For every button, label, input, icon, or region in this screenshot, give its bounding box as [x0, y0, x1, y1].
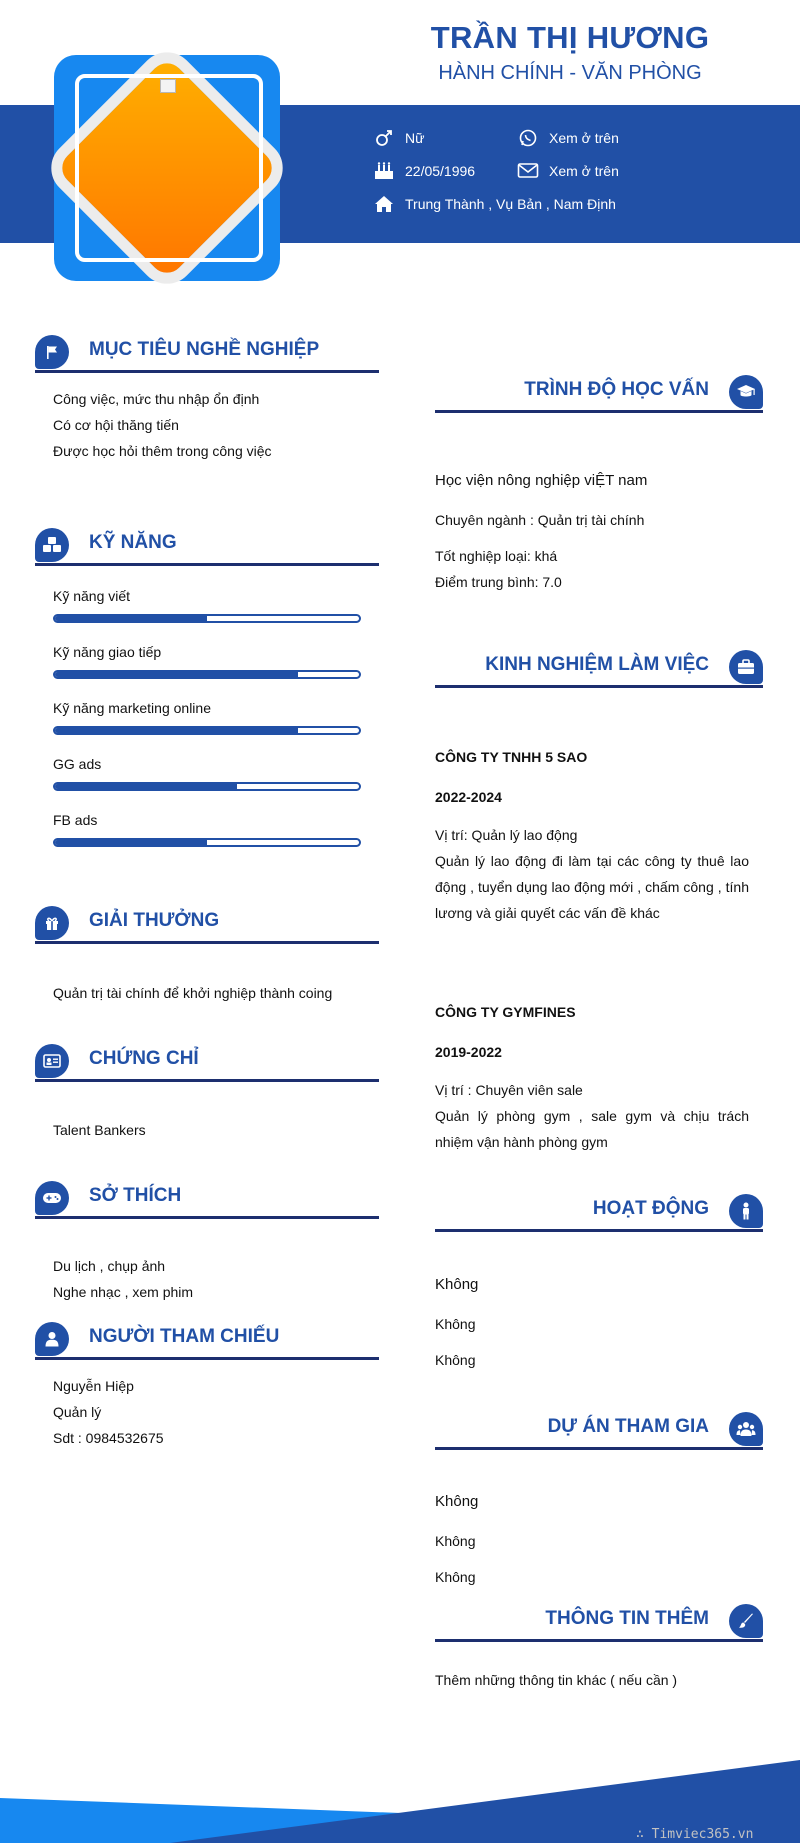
candidate-position: HÀNH CHÍNH - VĂN PHÒNG: [438, 62, 702, 84]
reference-line: Quản lý: [53, 1404, 102, 1420]
contact-gender: [373, 128, 424, 148]
skill-fill: [55, 616, 207, 621]
candidate-name: TRẦN THỊ HƯƠNG: [430, 20, 710, 55]
id-card-icon: [35, 1044, 69, 1078]
award-line: Quản trị tài chính để khởi nghiệp thành coing: [53, 985, 333, 1001]
birthday-value: 22/05/1996: [405, 163, 476, 179]
section-rule: [35, 370, 379, 373]
section-rule: [35, 1357, 379, 1360]
section-awards: [35, 904, 379, 944]
skill-fill: [55, 784, 237, 789]
project-line: Không: [435, 1569, 476, 1585]
job-period: 2022-2024: [435, 789, 502, 805]
skill-name: Kỹ năng giao tiếp: [53, 644, 162, 660]
section-title: GIẢI THƯỞNG: [89, 910, 220, 931]
skill-fill: [55, 728, 298, 733]
reference-line: Nguyễn Hiệp: [53, 1378, 134, 1394]
whatsapp-icon: [517, 128, 539, 148]
section-title: DỰ ÁN THAM GIA: [547, 1416, 709, 1437]
skill-name: GG ads: [53, 756, 102, 772]
contact-address: [373, 194, 616, 214]
contact-email: [517, 161, 619, 181]
section-skills: [35, 526, 379, 566]
education-major: Chuyên ngành : Quản trị tài chính: [435, 512, 645, 528]
job-description: Quản lý lao động đi làm tại các công ty thuê lao động , tuyển dụng lao động mới , chấm công , tính lương và giải quyết các vấn đề khác: [435, 853, 749, 921]
section-rule: [35, 941, 379, 944]
job-role: Vị trí : Chuyên viên sale: [435, 1082, 583, 1098]
skill-bar: [53, 782, 361, 791]
section-rule: [435, 410, 763, 413]
hobby-line: Du lịch , chụp ảnh: [53, 1258, 166, 1274]
section-hobbies: [35, 1179, 379, 1219]
job-description: Quản lý phòng gym , sale gym và chịu trách nhiệm vận hành phòng gym: [435, 1108, 749, 1150]
activity-line: Không: [435, 1352, 476, 1368]
section-title: KỸ NĂNG: [89, 532, 177, 553]
contact-phone: [517, 128, 619, 148]
section-references: [35, 1320, 379, 1360]
contact-birthday: [373, 161, 475, 181]
section-rule: [35, 1079, 379, 1082]
section-certificates: [35, 1042, 379, 1082]
section-rule: [435, 1639, 763, 1642]
skill-bar: [53, 726, 361, 735]
section-rule: [435, 1447, 763, 1450]
users-icon: [729, 1412, 763, 1446]
flag-icon: [35, 335, 69, 369]
gift-icon: [35, 906, 69, 940]
section-title: THÔNG TIN THÊM: [545, 1608, 709, 1629]
briefcase-icon: [729, 650, 763, 684]
section-title: NGƯỜI THAM CHIẾU: [89, 1326, 280, 1347]
home-icon: [373, 194, 395, 214]
user-icon: [35, 1322, 69, 1356]
watermark-text: Timviec365.vn: [651, 1827, 754, 1842]
skill-bar: [53, 838, 361, 847]
watermark: ∴ Timviec365.vn: [636, 1827, 754, 1842]
section-additional-info: [435, 1602, 763, 1642]
graduation-cap-icon: [729, 375, 763, 409]
reference-line: Sdt : 0984532675: [53, 1430, 164, 1446]
section-rule: [435, 685, 763, 688]
certificate-line: Talent Bankers: [53, 1122, 146, 1138]
section-title: KINH NGHIỆM LÀM VIỆC: [485, 654, 709, 675]
gender-value: Nữ: [405, 130, 425, 146]
skill-name: Kỹ năng viết: [53, 588, 131, 604]
job-company: CÔNG TY GYMFINES: [435, 1004, 576, 1020]
broken-image-icon: [160, 79, 176, 93]
career-goal-line: Được học hỏi thêm trong công việc: [53, 443, 272, 459]
education-school: Học viện nông nghiệp viỆT nam: [435, 472, 648, 489]
section-projects: [435, 1410, 763, 1450]
skill-fill: [55, 840, 207, 845]
education-grade: Tốt nghiệp loại: khá: [435, 548, 558, 564]
career-goal-line: Có cơ hội thăng tiến: [53, 417, 179, 433]
skill-fill: [55, 672, 298, 677]
section-rule: [435, 1229, 763, 1232]
section-title: HOẠT ĐỘNG: [592, 1198, 709, 1219]
education-gpa: Điểm trung bình: 7.0: [435, 574, 562, 590]
section-title: SỞ THÍCH: [89, 1185, 182, 1206]
email-value: Xem ở trên: [549, 163, 619, 179]
activity-line: Không: [435, 1316, 476, 1332]
birthday-cake-icon: [373, 161, 395, 181]
project-line: Không: [435, 1493, 479, 1510]
additional-line: Thêm những thông tin khác ( nếu cần ): [435, 1672, 678, 1688]
section-rule: [35, 563, 379, 566]
address-value: Trung Thành , Vụ Bản , Nam Định: [405, 196, 616, 212]
career-goal-line: Công việc, mức thu nhập ổn định: [53, 391, 260, 407]
paintbrush-icon: [729, 1604, 763, 1638]
job-company: CÔNG TY TNHH 5 SAO: [435, 749, 588, 765]
section-title: CHỨNG CHỈ: [89, 1048, 199, 1069]
section-experience: [435, 648, 763, 688]
gender-icon: [373, 128, 395, 148]
skill-bar: [53, 670, 361, 679]
activity-line: Không: [435, 1276, 479, 1293]
avatar: [27, 28, 307, 308]
cubes-icon: [35, 528, 69, 562]
skill-bar: [53, 614, 361, 623]
section-rule: [35, 1216, 379, 1219]
section-title: MỤC TIÊU NGHỀ NGHIỆP: [89, 339, 320, 360]
section-activities: [435, 1192, 763, 1232]
skill-name: FB ads: [53, 812, 98, 828]
envelope-icon: [517, 161, 539, 181]
person-icon: [729, 1194, 763, 1228]
phone-value: Xem ở trên: [549, 130, 619, 146]
project-line: Không: [435, 1533, 476, 1549]
skill-name: Kỹ năng marketing online: [53, 700, 211, 716]
hobby-line: Nghe nhạc , xem phim: [53, 1284, 194, 1300]
job-role: Vị trí: Quản lý lao động: [435, 827, 578, 843]
job-period: 2019-2022: [435, 1044, 502, 1060]
section-title: TRÌNH ĐỘ HỌC VẤN: [524, 379, 709, 400]
section-career-goal: [35, 333, 379, 373]
section-education: [435, 373, 763, 413]
gamepad-icon: [35, 1181, 69, 1215]
avatar-white-frame: [75, 74, 263, 262]
